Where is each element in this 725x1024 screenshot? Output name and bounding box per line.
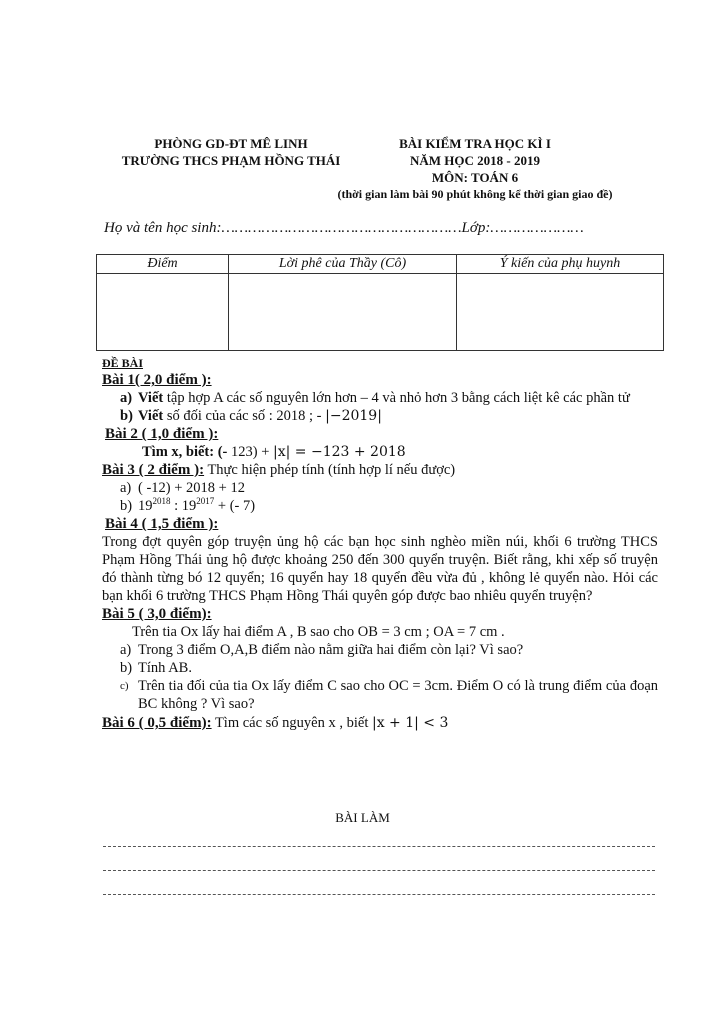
- bai5-c-marker: c): [120, 680, 129, 692]
- bai4-title: Bài 4 ( 1,5 điểm ):: [105, 516, 219, 532]
- bai6-text: Tìm các số nguyên x , biết: [211, 715, 372, 731]
- exam-content: [102, 356, 658, 732]
- exam-header: [300, 135, 650, 203]
- bai1-a-verb: Viết: [138, 390, 164, 406]
- student-info-line: Họ và tên học sinh:………………………………………………Lớp:…………………: [104, 220, 584, 236]
- section-heading: ĐỀ BÀI: [102, 356, 144, 370]
- bai5-item-c: [102, 677, 658, 713]
- bai2-title: Bài 2 ( 1,0 điểm ):: [105, 426, 219, 442]
- subject: MÔN: TOÁN 6: [431, 170, 519, 185]
- bai1-b-math: |−2019|: [325, 408, 382, 424]
- bai5-a-text: Trong 3 điểm O,A,B điểm nào nằm giữa hai điểm còn lại? Vì sao?: [138, 642, 524, 658]
- grade-header-score: Điểm: [97, 255, 229, 274]
- bai3-item-b: [102, 497, 658, 515]
- bai2-math: |x| = −123 + 2018: [273, 444, 406, 460]
- answer-line-1: [103, 846, 655, 847]
- bai6-math: |x + 1| < 3: [371, 715, 449, 731]
- score-cell: [97, 274, 229, 351]
- bai5-title: Bài 5 ( 3,0 điểm):: [102, 606, 212, 622]
- bai3-b-base2: 19: [181, 498, 197, 514]
- bai5-b-text: Tính AB.: [138, 660, 192, 676]
- bai3-a-text: ( -12) + 2018 + 12: [138, 480, 245, 496]
- answer-line-2: [103, 870, 655, 871]
- bai5-c-text: Trên tia đối của tia Ox lấy điểm C sao cho OC = 3cm. Điểm O có là trung điểm của đoạn BC không ? Vì sao?: [138, 678, 658, 712]
- bai5-item-b: [102, 659, 658, 677]
- bai3-item-a: [102, 479, 658, 497]
- bai3-instruction: Thực hiện phép tính (tính hợp lí nếu được): [204, 462, 456, 478]
- bai1-a-marker: a): [120, 390, 133, 406]
- bai3-b-rest: + (- 7): [214, 498, 256, 514]
- bai5-b-marker: b): [120, 660, 133, 676]
- exam-title: BÀI KIỂM TRA HỌC KÌ I: [399, 136, 551, 151]
- bai5-intro: Trên tia Ox lấy hai điểm A , B sao cho OB = 3 cm ; OA = 7 cm .: [132, 624, 505, 640]
- bai3-b-base1: 19: [138, 498, 153, 514]
- bai3-title: Bài 3 ( 2 điểm ):: [102, 462, 205, 478]
- bai3-b-sep: :: [170, 498, 182, 514]
- bai1-a-text: tập hợp A các số nguyên lớn hơn – 4 và nhỏ hơn 3 bằng cách liệt kê các phần tử: [163, 390, 630, 406]
- bai6-line: [102, 714, 658, 732]
- bai2-find-label: Tìm x, biết: (-: [142, 444, 228, 460]
- school-year: NĂM HỌC 2018 - 2019: [410, 153, 540, 168]
- grade-header-parent-opinion: Ý kiến của phụ huynh: [457, 255, 664, 274]
- answer-line-3: [103, 894, 655, 895]
- school-name: TRƯỜNG THCS PHẠM HỒNG THÁI: [121, 153, 341, 168]
- bai1-b-marker: b): [120, 408, 133, 424]
- bai5-item-a: [102, 641, 658, 659]
- bai6-title: Bài 6 ( 0,5 điểm):: [102, 715, 212, 731]
- department-name: PHÒNG GD-ĐT MÊ LINH: [154, 136, 308, 151]
- bai5-a-marker: a): [120, 642, 132, 658]
- time-limit: (thời gian làm bài 90 phút không kể thời gian giao đề): [337, 187, 613, 201]
- grade-header-teacher-comment: Lời phê của Thầy (Cô): [229, 255, 457, 274]
- bai1-item-b: [102, 407, 658, 425]
- answer-heading: BÀI LÀM: [335, 810, 390, 825]
- bai1-b-text: số đối của các số : 2018 ; -: [163, 408, 326, 424]
- teacher-comment-cell: [229, 274, 457, 351]
- bai1-b-verb: Viết: [138, 408, 164, 424]
- bai4-text: Trong đợt quyên góp truyện ủng hộ các bạn học sinh nghèo miền núi, khối 6 trường THCS Phạm Hồng Thái ủng hộ được khoảng 250 đến 300 quyển truyện. Biết rằng, khi xếp số truyện đó thành từng bó 12 quyển; 16 quyển hay 18 quyển đều vừa đủ , không lẻ quyển nào. Hỏi các bạn khối 6 trường THCS Phạm Hồng Thái quyên góp được bao nhiêu quyển truyện?: [102, 534, 658, 604]
- bai3-heading: [102, 461, 658, 479]
- grade-table: [96, 254, 664, 351]
- bai1-item-a: [102, 389, 658, 407]
- bai3-a-marker: a): [120, 480, 132, 496]
- bai3-b-exp1: 2018: [152, 496, 171, 507]
- bai1-title: Bài 1( 2,0 điểm ):: [102, 372, 212, 388]
- bai2-expr: 123) +: [227, 444, 274, 460]
- bai2-equation: [102, 443, 658, 461]
- parent-opinion-cell: [457, 274, 664, 351]
- bai3-b-exp2: 2017: [196, 496, 215, 507]
- bai3-b-marker: b): [120, 498, 133, 514]
